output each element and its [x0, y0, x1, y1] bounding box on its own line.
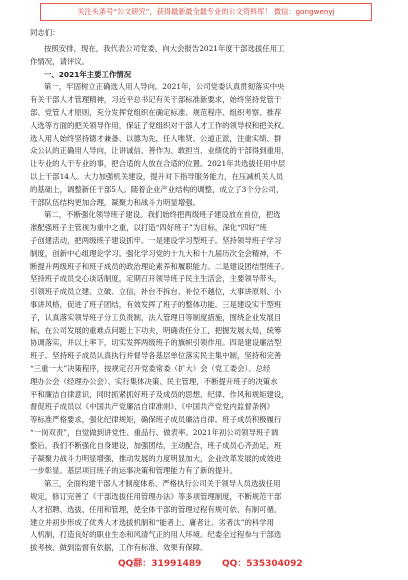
paragraph-line: 一、2021年主要工作情况 [44, 69, 132, 79]
paragraph-line: 子创建活动，把两级班子建设抓牢。一是建设学习型班子。坚持领导班子学习 [30, 236, 282, 245]
paragraph-line: 引领班子成员立建、立破、立信，补台不拆台、补位不越位，大事讲原则、小 [30, 287, 282, 297]
paragraph-line: 规定，修订完善了《干部选拔任用管理办法》等多项管理制度，不断规范干部 [30, 492, 282, 501]
paragraph-line: 人才招聘、选拔、任用和管理，使全体干部的管理过程有规可依、有制可循。 [30, 504, 282, 514]
paragraph-line: 督促班子成员以《中国共产党廉洁自律准则》、《中国共产党党内监督条例》 [30, 402, 274, 412]
paragraph-line: 班子。坚持班子成员认真执行并督导各基层单位落实民主集中制，坚持和完善 [30, 351, 282, 361]
paragraph-line: 子，认真落实领导班子分工负责制，法人管理日等制度措施，围绕企业发展目 [30, 312, 282, 322]
paragraph-line: 干部队伍结构更加合理，凝聚力和战斗力明显增强。 [30, 197, 200, 207]
paragraph-line: 坚持班子成员交心谈话制度，定期召开领导班子民主生活会，主要领导带头， [30, 274, 282, 284]
paragraph-line: 第一，牢固树立正确选人用人导向。2021年，公司党委认真贯彻落实中央 [44, 82, 285, 92]
paragraph-line: 以上干部14人。大力加强机关建设，提升对下指导服务能力，在压减机关人员 [30, 172, 284, 181]
paragraph-line: 标，在公司发展的重难点问题上下功夫，明确责任分工，把握发展大局，统筹 [30, 325, 282, 335]
paragraph-line: 人选等方面的把关领导作用，保证了党组织对干部人才工作的领导权和把关权。 [30, 120, 289, 130]
paragraph-line: 拔考核、做到监督有依据，工作有标准、效果有保障。 [30, 543, 208, 553]
paragraph-line: 人机制，打造良好的职业生态和风清气正的用人环境。纪委全过程参与干部选 [30, 530, 282, 540]
paragraph-line: 整后，我们不断强化自身建设，加强团结，主动配合，班子成员心齐劲足，班 [30, 440, 282, 450]
greeting: 同志们： [30, 28, 60, 37]
paragraph-line: 等标准严格要求，强化纪律规矩，确保班子成员廉洁自律。班子成员积极履行 [30, 415, 282, 425]
footer [0, 556, 408, 572]
paragraph-line: 一步彰显。基层项目班子的运事决策和管理能力有了新的提升。 [30, 466, 237, 476]
paragraph-line: “一岗双责”，自觉做到讲党性、重品行、做表率。2021年初公司领导班子调 [30, 428, 279, 437]
paragraph-line: 有关干部人才管理精神，习近平总书记有关干部标准新要求，始终坚持党管干 [30, 95, 282, 105]
paragraph-line: 制度，创新中心组理论学习。强化学习党的十九大和十九届历次全会精神，不 [30, 248, 282, 258]
qq-number: QQ：535304092 [222, 559, 303, 569]
paragraph-line: 的基础上，调整新任干部5人。随着企业产业结构的调整，成立了3个分公司， [30, 184, 284, 194]
banner-text: 关注头条号“公文研究”，获得最新最全最专业的公文资料库！ 微信：gongwenyj [40, 3, 372, 21]
paragraph-line: 准配强班子主管视为重中之重，以打造“四好班子”为目标，深化“四好”班 [30, 223, 267, 233]
paragraph-line: 众公认的正确用人导向，让讲诚信、善作为、敢担当、业绩优的干部得到重用， [30, 146, 289, 156]
qq-group: QQ群：31991489 [118, 559, 202, 569]
paragraph-line: “三重一大”决策程序，按规定召开党委常委（扩大）会（党工委会）、总经 [30, 364, 271, 373]
paragraph-line: 理办公会（经理办公会）、实行集体决策、民主管理，不断提升班子的决策水 [30, 376, 278, 386]
paragraph-line: 断提升两级班子和班子成员的政治理论素养和履职能力。二是建设团结型班子。 [30, 261, 289, 271]
paragraph-line: 平和廉洁自律意识，同时抓紧抓好班子及成员的思想、纪律、作风和规矩建设， [30, 389, 289, 399]
paragraph-line: 子凝聚力战斗力明显增强，推动发展的力度明显加大，企业改革发展的成效进 [30, 453, 282, 463]
paragraph-line: 部、党管人才原则，充分发挥党组织在确定标准、规范程序、组织考察、推荐 [30, 108, 282, 117]
paragraph-line: 事讲风格，促进了班子团结，有效发挥了班子的整体功能。三是建设实干型班 [30, 300, 282, 309]
paragraph-line: 选人用人始终坚持德才兼备、以德为先，任人唯贤、公道正派，注重实绩、群 [30, 133, 282, 143]
paragraph-line: 协调落实，并以上率下，切实发挥两级班子的旗帜引领作用。四是建设廉洁型 [30, 338, 282, 348]
header-banner [0, 0, 408, 22]
paragraph-line: 按照安排，现在，我代表公司党委，向大会报告2021年度干部选拔任用工 [44, 44, 285, 53]
paragraph-line: 让专业的人干专业的事，把合适的人放在合适的位置。2021年共选拔任用中层 [30, 159, 286, 169]
paragraph-line: 作情况，请评议。 [30, 56, 90, 66]
paragraph-line: 建立并初步形成了优秀人才选拔机制和“能者上、庸者让、劣者汰”的科学用 [30, 517, 275, 527]
paragraph-line: 第三，全面构建干部人才制度体系。严格执行公司关于领导人员选拔任用 [44, 479, 281, 489]
paragraph-line: 第二，不断强化领导班子建设。我们始终把两级班子建设放在首位，把选 [44, 210, 281, 220]
